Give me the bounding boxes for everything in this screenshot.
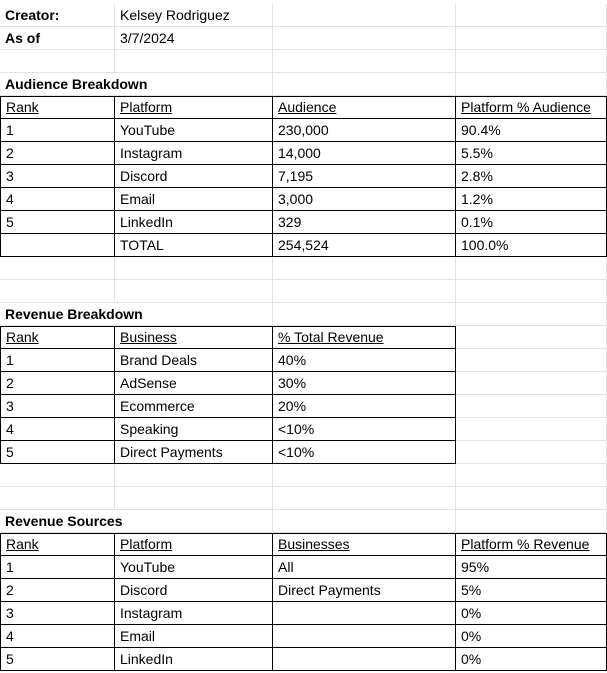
empty-cell[interactable] <box>456 280 607 303</box>
creator-label[interactable]: Creator: <box>0 4 115 27</box>
revenue-sources-rank[interactable]: 5 <box>0 648 115 671</box>
empty-cell[interactable] <box>273 27 456 50</box>
revenue-sources-section-title[interactable]: Revenue Sources <box>0 510 273 533</box>
revenue-sources-row <box>0 602 607 625</box>
revenue-sources-platform[interactable]: Instagram <box>115 602 273 625</box>
empty-cell[interactable] <box>115 257 273 280</box>
empty-cell[interactable] <box>273 464 456 487</box>
audience-title-row <box>0 73 607 96</box>
revenue-sources-platform[interactable]: Discord <box>115 579 273 602</box>
empty-cell[interactable] <box>456 257 607 280</box>
empty-cell[interactable] <box>456 418 607 441</box>
revenue-sources-businesses[interactable] <box>273 625 456 648</box>
audience-total-count[interactable]: 254,524 <box>273 234 456 257</box>
revenue-breakdown-percent[interactable]: <10% <box>273 441 456 464</box>
revenue-sources-header-platform[interactable]: Platform <box>115 533 273 556</box>
revenue-sources-percent[interactable]: 0% <box>456 625 607 648</box>
revenue-sources-rank[interactable]: 3 <box>0 602 115 625</box>
revenue-sources-businesses[interactable]: Direct Payments <box>273 579 456 602</box>
empty-cell[interactable] <box>0 257 115 280</box>
revenue-sources-title-row <box>0 510 607 533</box>
empty-cell[interactable] <box>0 464 115 487</box>
audience-platform[interactable]: Discord <box>115 165 273 188</box>
revenue-sources-businesses[interactable] <box>273 648 456 671</box>
revenue-breakdown-rank[interactable]: 1 <box>0 349 115 372</box>
revenue-sources-header-percent[interactable]: Platform % Revenue <box>456 533 607 556</box>
revenue-breakdown-business[interactable]: Brand Deals <box>115 349 273 372</box>
empty-cell[interactable] <box>456 487 607 510</box>
revenue-breakdown-row <box>0 349 607 372</box>
empty-cell[interactable] <box>456 510 607 533</box>
audience-row <box>0 188 607 211</box>
revenue-breakdown-row <box>0 372 607 395</box>
revenue-sources-row <box>0 648 607 671</box>
empty-cell[interactable] <box>273 303 456 326</box>
revenue-breakdown-section-title[interactable]: Revenue Breakdown <box>0 303 273 326</box>
audience-count[interactable]: 3,000 <box>273 188 456 211</box>
audience-count[interactable]: 14,000 <box>273 142 456 165</box>
empty-cell[interactable] <box>0 50 115 73</box>
audience-rank[interactable]: 2 <box>0 142 115 165</box>
audience-row <box>0 165 607 188</box>
revenue-sources-businesses[interactable] <box>273 602 456 625</box>
audience-percent[interactable]: 90.4% <box>456 119 607 142</box>
empty-cell[interactable] <box>456 464 607 487</box>
asof-row <box>0 27 607 50</box>
audience-total-percent[interactable]: 100.0% <box>456 234 607 257</box>
empty-cell[interactable] <box>115 487 273 510</box>
audience-header-row <box>0 96 607 119</box>
audience-percent[interactable]: 2.8% <box>456 165 607 188</box>
blank-row <box>0 50 607 73</box>
revenue-breakdown-row <box>0 441 607 464</box>
audience-platform[interactable]: Email <box>115 188 273 211</box>
empty-cell[interactable] <box>456 73 607 96</box>
empty-cell[interactable] <box>456 303 607 326</box>
revenue-breakdown-header-business[interactable]: Business <box>115 326 273 349</box>
empty-cell[interactable] <box>115 464 273 487</box>
revenue-breakdown-percent[interactable]: 20% <box>273 395 456 418</box>
audience-header-audience[interactable]: Audience <box>273 96 456 119</box>
audience-rank[interactable]: 5 <box>0 211 115 234</box>
empty-cell[interactable] <box>273 257 456 280</box>
audience-header-rank[interactable]: Rank <box>0 96 115 119</box>
audience-row <box>0 142 607 165</box>
revenue-breakdown-percent[interactable]: 40% <box>273 349 456 372</box>
audience-total-label[interactable]: TOTAL <box>115 234 273 257</box>
revenue-sources-row <box>0 579 607 602</box>
empty-cell[interactable] <box>273 4 456 27</box>
audience-total-row <box>0 234 607 257</box>
revenue-sources-rank[interactable]: 4 <box>0 625 115 648</box>
revenue-sources-platform[interactable]: YouTube <box>115 556 273 579</box>
audience-platform[interactable]: LinkedIn <box>115 211 273 234</box>
audience-rank[interactable]: 4 <box>0 188 115 211</box>
revenue-breakdown-rank[interactable]: 5 <box>0 441 115 464</box>
empty-cell[interactable] <box>273 73 456 96</box>
revenue-breakdown-business[interactable]: Ecommerce <box>115 395 273 418</box>
revenue-breakdown-rank[interactable]: 2 <box>0 372 115 395</box>
audience-row <box>0 211 607 234</box>
audience-rank[interactable]: 3 <box>0 165 115 188</box>
empty-cell[interactable] <box>0 487 115 510</box>
blank-row <box>0 280 607 303</box>
audience-percent[interactable]: 5.5% <box>456 142 607 165</box>
revenue-sources-businesses[interactable]: All <box>273 556 456 579</box>
empty-cell[interactable] <box>456 372 607 395</box>
empty-cell[interactable] <box>456 4 607 27</box>
asof-label[interactable]: As of <box>0 27 115 50</box>
revenue-breakdown-rank[interactable]: 4 <box>0 418 115 441</box>
blank-row <box>0 257 607 280</box>
revenue-sources-platform[interactable]: LinkedIn <box>115 648 273 671</box>
revenue-sources-header-rank[interactable]: Rank <box>0 533 115 556</box>
revenue-sources-percent[interactable]: 5% <box>456 579 607 602</box>
asof-value[interactable]: 3/7/2024 <box>115 27 273 50</box>
revenue-sources-row <box>0 625 607 648</box>
revenue-sources-header-row <box>0 533 607 556</box>
audience-percent[interactable]: 0.1% <box>456 211 607 234</box>
empty-cell[interactable] <box>456 326 607 349</box>
empty-cell[interactable] <box>273 50 456 73</box>
revenue-sources-header-businesses[interactable]: Businesses <box>273 533 456 556</box>
blank-row <box>0 464 607 487</box>
revenue-breakdown-header-row <box>0 326 607 349</box>
audience-platform[interactable]: YouTube <box>115 119 273 142</box>
audience-header-percent[interactable]: Platform % Audience <box>456 96 607 119</box>
revenue-breakdown-business[interactable]: AdSense <box>115 372 273 395</box>
audience-count[interactable]: 7,195 <box>273 165 456 188</box>
revenue-sources-row <box>0 556 607 579</box>
empty-cell[interactable] <box>456 27 607 50</box>
revenue-sources-percent[interactable]: 0% <box>456 648 607 671</box>
empty-cell[interactable] <box>456 395 607 418</box>
revenue-breakdown-header-rank[interactable]: Rank <box>0 326 115 349</box>
blank-row <box>0 487 607 510</box>
audience-section-title[interactable]: Audience Breakdown <box>0 73 273 96</box>
revenue-sources-platform[interactable]: Email <box>115 625 273 648</box>
audience-row <box>0 119 607 142</box>
empty-cell[interactable] <box>456 349 607 372</box>
empty-cell[interactable] <box>115 280 273 303</box>
audience-percent[interactable]: 1.2% <box>456 188 607 211</box>
empty-cell[interactable] <box>456 441 607 464</box>
revenue-breakdown-business[interactable]: Speaking <box>115 418 273 441</box>
creator-row <box>0 4 607 27</box>
audience-count[interactable]: 230,000 <box>273 119 456 142</box>
audience-total-rank[interactable] <box>0 234 115 257</box>
revenue-breakdown-rank[interactable]: 3 <box>0 395 115 418</box>
empty-cell[interactable] <box>456 50 607 73</box>
revenue-breakdown-row <box>0 395 607 418</box>
empty-cell[interactable] <box>115 50 273 73</box>
audience-platform[interactable]: Instagram <box>115 142 273 165</box>
audience-count[interactable]: 329 <box>273 211 456 234</box>
revenue-sources-rank[interactable]: 1 <box>0 556 115 579</box>
revenue-breakdown-title-row <box>0 303 607 326</box>
empty-cell[interactable] <box>0 280 115 303</box>
revenue-breakdown-business[interactable]: Direct Payments <box>115 441 273 464</box>
revenue-sources-rank[interactable]: 2 <box>0 579 115 602</box>
revenue-sources-percent[interactable]: 0% <box>456 602 607 625</box>
revenue-breakdown-percent[interactable]: 30% <box>273 372 456 395</box>
revenue-sources-percent[interactable]: 95% <box>456 556 607 579</box>
empty-cell[interactable] <box>273 487 456 510</box>
revenue-breakdown-row <box>0 418 607 441</box>
empty-cell[interactable] <box>273 510 456 533</box>
audience-rank[interactable]: 1 <box>0 119 115 142</box>
empty-cell[interactable] <box>273 280 456 303</box>
revenue-breakdown-percent[interactable]: <10% <box>273 418 456 441</box>
audience-header-platform[interactable]: Platform <box>115 96 273 119</box>
revenue-breakdown-header-percent[interactable]: % Total Revenue <box>273 326 456 349</box>
creator-value[interactable]: Kelsey Rodriguez <box>115 4 273 27</box>
